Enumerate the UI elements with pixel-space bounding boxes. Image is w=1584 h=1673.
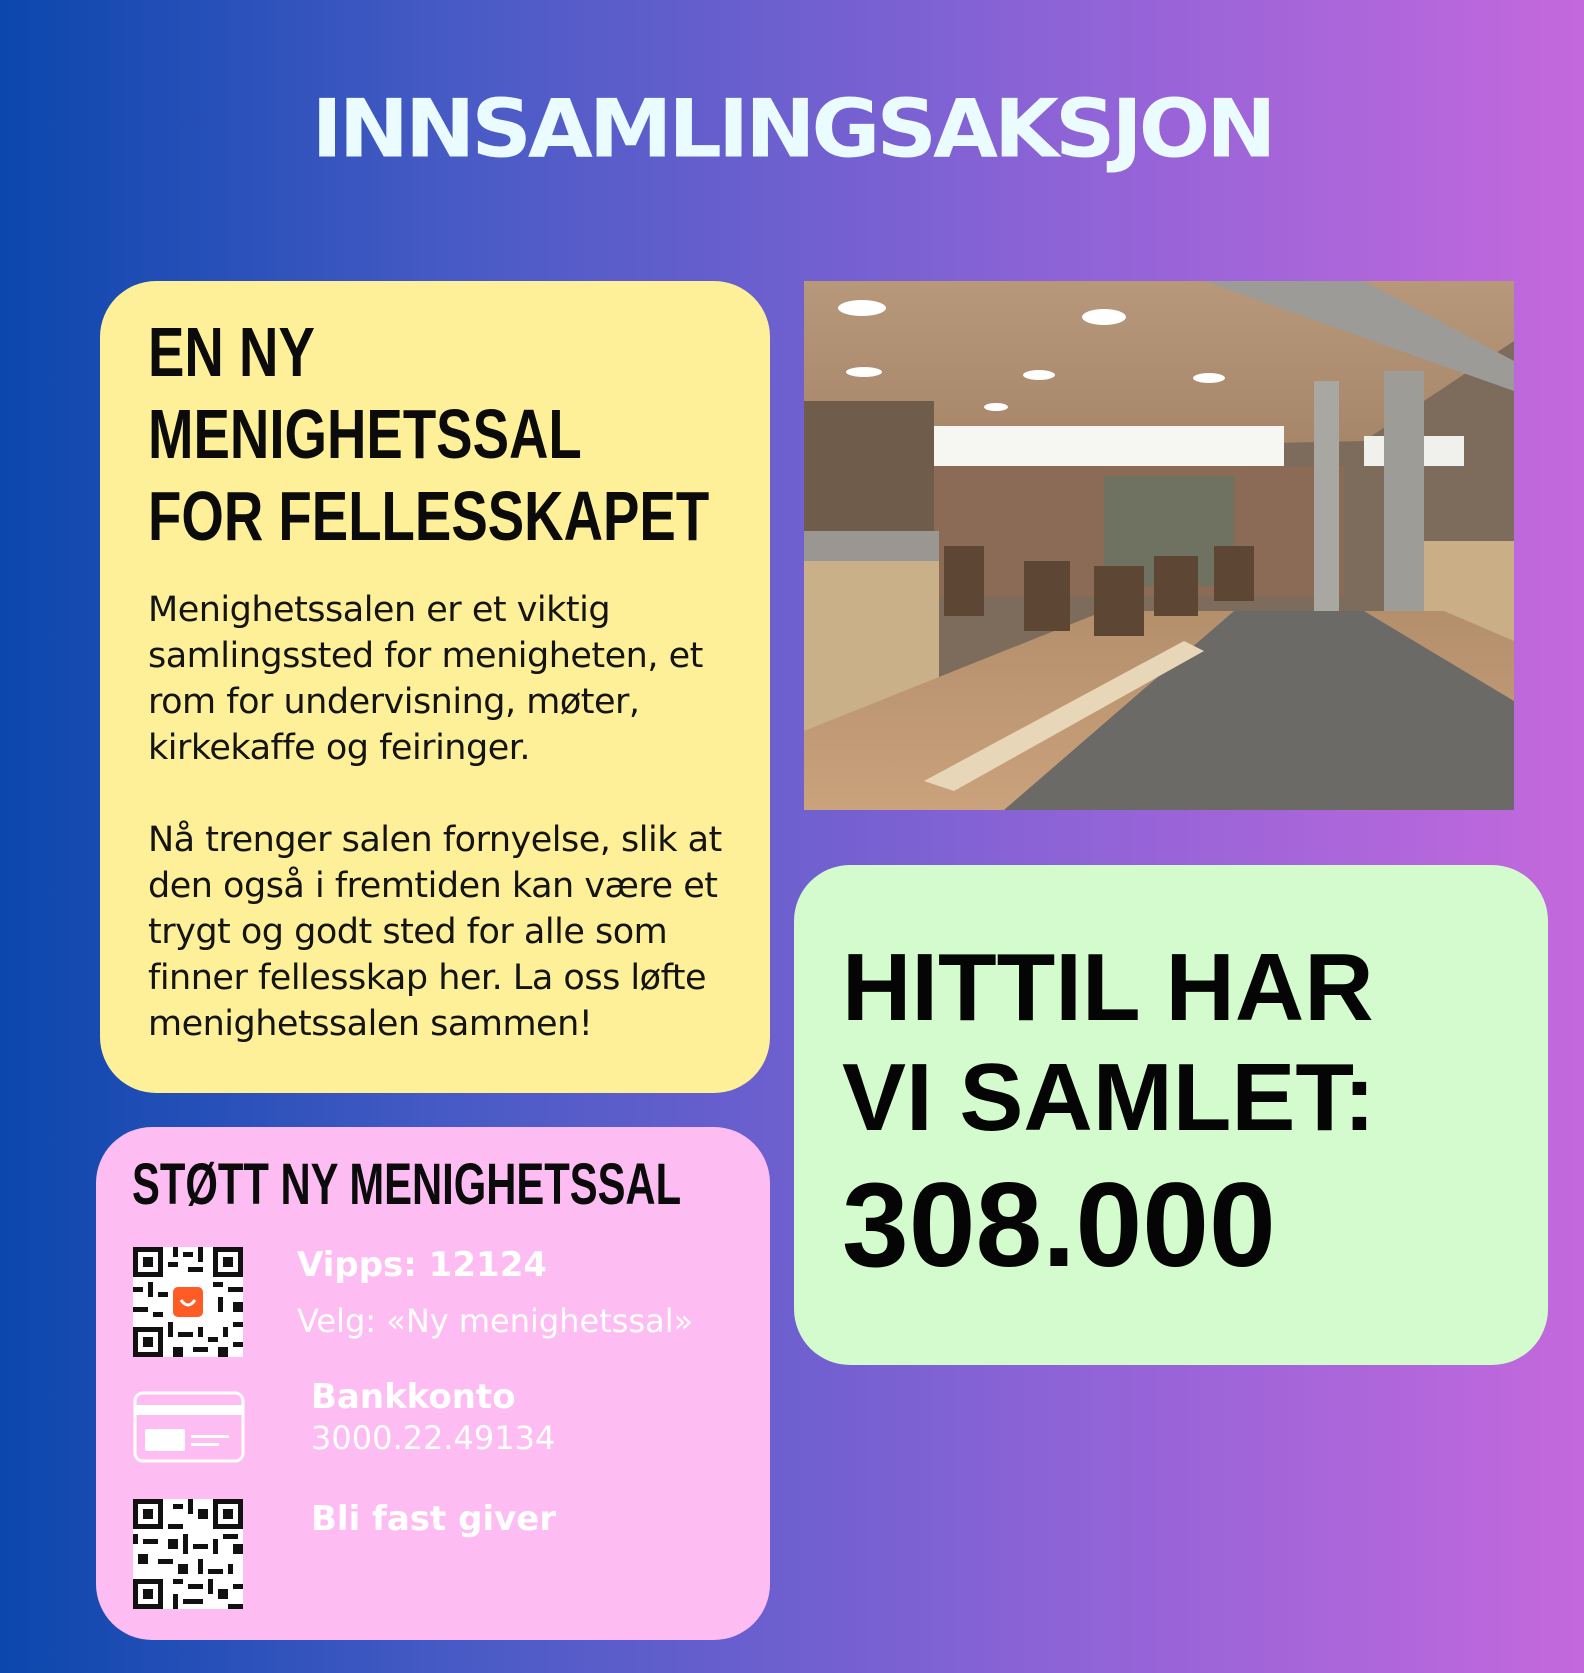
- vipps-qr-code[interactable]: [133, 1247, 243, 1357]
- campaign-title: INNSAMLINGSAKSJON: [311, 82, 1273, 176]
- support-title: STØTT NY MENIGHETSSAL: [132, 1152, 682, 1217]
- bank-label: Bankkonto: [311, 1377, 516, 1417]
- regular-giver-label[interactable]: Bli fast giver: [311, 1499, 557, 1539]
- bank-card-icon: [133, 1391, 245, 1467]
- regular-giver-qr-code[interactable]: [133, 1499, 243, 1609]
- info-heading-line1: EN NY MENIGHETSSAL: [148, 313, 582, 473]
- qr-code-icon: [133, 1499, 243, 1609]
- info-heading-line2: FOR FELLESSKAPET: [148, 477, 710, 555]
- progress-line-1: HITTIL HAR: [842, 934, 1374, 1041]
- vipps-label: Vipps: 12124: [297, 1245, 548, 1285]
- bank-account-number: 3000.22.49134: [311, 1419, 556, 1457]
- hall-photo: [804, 281, 1514, 810]
- vipps-choice: Velg: «Ny menighetssal»: [297, 1302, 694, 1340]
- progress-card: [794, 865, 1548, 1365]
- info-paragraph-2: Nå trenger salen fornyelse, slik at den også i fremtiden kan være et trygt og godt sted for alle som finner fellesskap her. La oss løfte menighetssalen sammen!: [148, 820, 722, 1044]
- hall-interior-illustration: [804, 281, 1514, 810]
- info-heading: [148, 311, 741, 557]
- info-card: [100, 281, 770, 1093]
- qr-code-icon: [133, 1247, 243, 1357]
- info-paragraph-1: Menighetssalen er et viktig samlingssted for menigheten, et rom for undervisning, møter, kirkekaffe og feiringer.: [148, 590, 703, 768]
- support-card: [96, 1127, 770, 1640]
- progress-line-2: VI SAMLET:: [842, 1044, 1376, 1151]
- progress-amount: 308.000: [842, 1158, 1276, 1292]
